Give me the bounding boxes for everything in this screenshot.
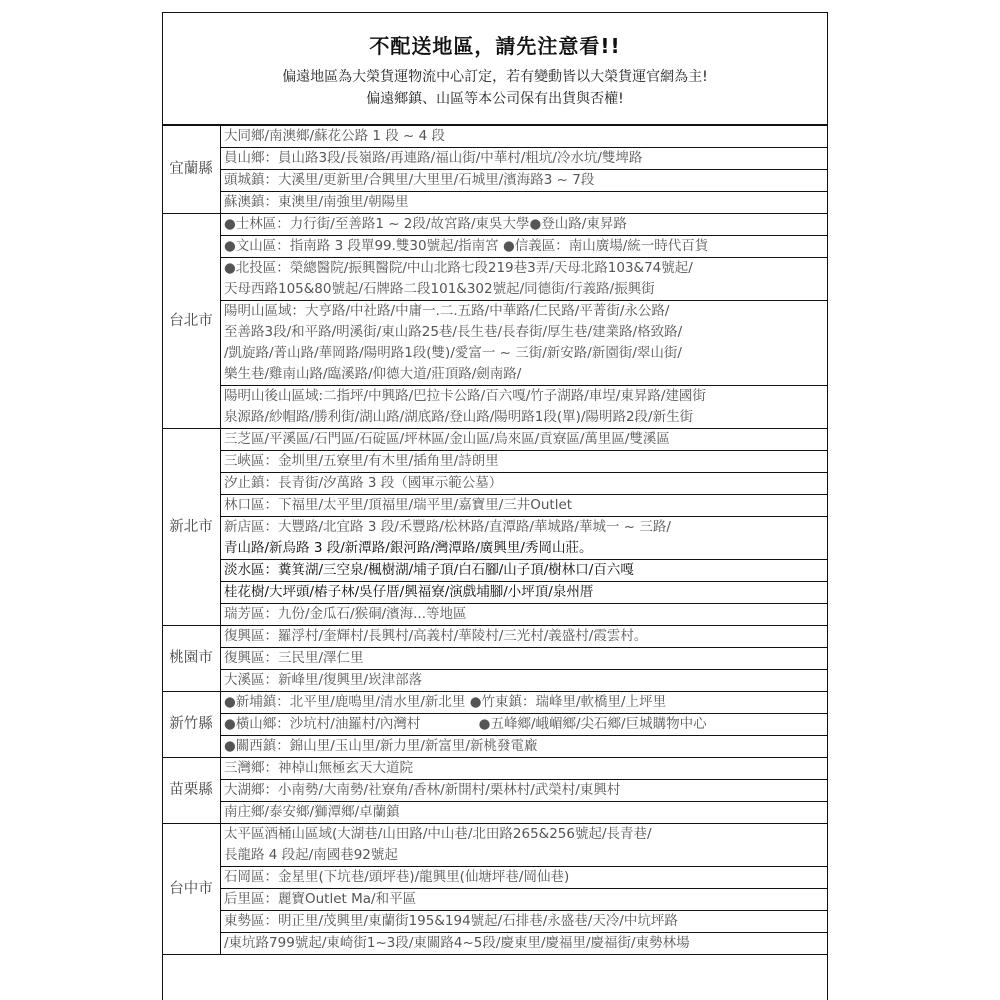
area-list-cell xyxy=(221,670,829,692)
area-line: 后里區：麗寶Outlet Ma/和平區 xyxy=(224,891,417,907)
region-row xyxy=(162,560,828,582)
region-row xyxy=(162,626,828,648)
area-line: 至善路3段/和平路/明溪街/東山路25巷/長生巷/長春街/厚生巷/建業路/格致路/ xyxy=(224,324,683,340)
region-row xyxy=(162,192,828,214)
region-row xyxy=(162,802,828,824)
area-list-cell xyxy=(221,429,829,451)
county-name: 苗栗縣 xyxy=(162,758,221,824)
area-line: 石岡區：金星里(下坑巷/頭坪巷)/龍興里(仙塘坪巷/岡仙巷) xyxy=(224,869,570,885)
region-row xyxy=(162,889,828,911)
area-line: 蘇澳鎮：東澳里/南強里/朝陽里 xyxy=(224,194,409,210)
area-line: /凱旋路/菁山路/華岡路/陽明路1段(雙)/愛富一 ~ 三街/新安路/新園街/翠山街/ xyxy=(224,345,682,361)
region-row xyxy=(162,170,828,192)
area-list-cell xyxy=(221,301,829,386)
area-list-cell xyxy=(221,126,829,148)
area-list-cell xyxy=(221,473,829,495)
county-name: 新北市 xyxy=(162,429,221,626)
region-row xyxy=(162,495,828,517)
county-name: 宜蘭縣 xyxy=(162,126,221,214)
area-list-cell xyxy=(221,582,829,604)
area-line: 大湖鄉：小南勢/大南勢/社寮角/香林/新開村/栗林村/武榮村/東興村 xyxy=(224,782,621,798)
county-name: 台北市 xyxy=(162,214,221,429)
area-line: 泉源路/紗帽路/勝利街/湖山路/湖底路/登山路/陽明路1段(單)/陽明路2段/新生街 xyxy=(224,409,694,425)
area-line: ●橫山鄉：沙坑村/油羅村/內灣村 ●五峰鄉/峨嵋鄉/尖石鄉/巨城購物中心 xyxy=(224,716,707,732)
area-line: 新店區：大豐路/北宜路 3 段/禾豐路/松林路/直潭路/華城路/華城一 ~ 三路/ xyxy=(224,519,671,535)
county-name: 桃園市 xyxy=(162,626,221,692)
area-list-cell xyxy=(221,214,829,236)
no-delivery-table-body xyxy=(162,126,828,955)
area-line: 員山鄉：員山路3段/長嶺路/再連路/福山街/中華村/粗坑/冷水坑/雙埤路 xyxy=(224,150,643,166)
region-row xyxy=(162,911,828,933)
region-row xyxy=(162,824,828,867)
area-list-cell xyxy=(221,386,829,429)
area-line: 三灣鄉：神棹山無極玄天大道院 xyxy=(224,760,413,776)
area-list-cell xyxy=(221,451,829,473)
area-list-cell xyxy=(221,236,829,258)
area-list-cell xyxy=(221,148,829,170)
region-row xyxy=(162,867,828,889)
county-name: 新竹縣 xyxy=(162,692,221,758)
region-row xyxy=(162,236,828,258)
region-row xyxy=(162,473,828,495)
region-row xyxy=(162,648,828,670)
area-line: 頭城鎮：大溪里/更新里/合興里/大里里/石城里/濱海路3 ~ 7段 xyxy=(224,172,595,188)
area-list-cell xyxy=(221,824,829,867)
area-list-cell xyxy=(221,648,829,670)
area-list-cell xyxy=(221,780,829,802)
area-line: 林口區：下福里/太平里/頂福里/瑞平里/嘉寶里/三井Outlet xyxy=(224,497,573,513)
area-list-cell xyxy=(221,758,829,780)
area-line: 三峽區：金圳里/五寮里/有木里/插角里/詩朗里 xyxy=(224,453,499,469)
area-list-cell xyxy=(221,604,829,626)
region-row xyxy=(162,148,828,170)
area-line: 瑞芳區：九份/金瓜石/猴硐/濱海...等地區 xyxy=(224,606,467,622)
area-line: 青山路/新烏路 3 段/新潭路/銀河路/灣潭路/廣興里/秀岡山莊。 xyxy=(224,540,593,556)
area-list-cell xyxy=(221,933,829,955)
area-line: ●北投區：榮總醫院/振興醫院/中山北路七段219巷3弄/天母北路103&74號起/ xyxy=(224,260,693,276)
region-row xyxy=(162,258,828,301)
area-line: 天母西路105&80號起/石牌路二段101&302號起/同德街/行義路/振興街 xyxy=(224,281,655,297)
area-list-cell xyxy=(221,802,829,824)
area-line: 淡水區：糞箕湖/三空泉/楓樹湖/埔子頂/白石腳/山子頂/樹林口/百六嘎 xyxy=(224,562,634,578)
area-line: 東勢區：明正里/茂興里/東蘭街195&194號起/石排巷/永盛巷/天冷/中坑坪路 xyxy=(224,913,678,929)
area-line: 汐止鎮：長青街/汐萬路 3 段（國軍示範公墓） xyxy=(224,475,503,491)
area-list-cell xyxy=(221,911,829,933)
area-line: 陽明山後山區域:二指坪/中興路/巴拉卡公路/百六嘎/竹子湖路/車埕/東昇路/建國街 xyxy=(224,388,706,404)
area-list-cell xyxy=(221,867,829,889)
region-row xyxy=(162,604,828,626)
area-list-cell xyxy=(221,736,829,758)
notice-header xyxy=(162,12,828,125)
region-row xyxy=(162,736,828,758)
area-line: 復興區：三民里/澤仁里 xyxy=(224,650,364,666)
area-line: 大同鄉/南澳鄉/蘇花公路 1 段 ~ 4 段 xyxy=(224,128,446,144)
area-line: 大溪區：新峰里/復興里/崁津部落 xyxy=(224,672,423,688)
area-line: 桂花樹/大坪頭/樁子林/吳仔厝/興福寮/演戲埔腳/小坪頂/泉州厝 xyxy=(224,584,594,600)
area-line: 陽明山區域：大亨路/中社路/中庸一.二.五路/中華路/仁民路/平菁街/永公路/ xyxy=(224,303,670,319)
area-line: ●文山區：指南路 3 段單99.雙30號起/指南宮 ●信義區：南山廣場/統一時代百貨 xyxy=(224,238,709,254)
area-list-cell xyxy=(221,495,829,517)
area-line: 太平區酒桶山區域(大湖巷/山田路/中山巷/北田路265&256號起/長青巷/ xyxy=(224,826,652,842)
no-delivery-table xyxy=(162,125,828,955)
notice-title: 不配送地區，請先注意看!! xyxy=(369,34,621,58)
area-list-cell xyxy=(221,258,829,301)
area-list-cell xyxy=(221,560,829,582)
area-line: /東坑路799號起/東崎街1~3段/東關路4~5段/慶東里/慶福里/慶福街/東勢林場 xyxy=(224,935,690,951)
region-row xyxy=(162,780,828,802)
region-row xyxy=(162,582,828,604)
area-line: ●新埔鎮：北平里/鹿鳴里/清水里/新北里 ●竹東鎮：瑞峰里/軟橋里/上坪里 xyxy=(224,694,667,710)
region-row xyxy=(162,126,828,148)
region-row xyxy=(162,933,828,955)
area-line: ●關西鎮：錦山里/玉山里/新力里/新富里/新桃發電廠 xyxy=(224,738,538,754)
area-list-cell xyxy=(221,192,829,214)
area-line: ●士林區：力行街/至善路1 ~ 2段/故宮路/東吳大學●登山路/東昇路 xyxy=(224,216,627,232)
region-row xyxy=(162,429,828,451)
region-row xyxy=(162,451,828,473)
region-row xyxy=(162,214,828,236)
region-row xyxy=(162,714,828,736)
area-list-cell xyxy=(221,626,829,648)
region-row xyxy=(162,517,828,560)
notice-subtitle-1: 偏遠地區為大榮貨運物流中心訂定，若有變動皆以大榮貨運官網為主! xyxy=(282,69,708,85)
area-line: 長龍路 4 段起/南國巷92號起 xyxy=(224,847,398,863)
area-list-cell xyxy=(221,714,829,736)
region-row xyxy=(162,386,828,429)
region-row xyxy=(162,758,828,780)
area-line: 三芝區/平溪區/石門區/石碇區/坪林區/金山區/烏來區/貢寮區/萬里區/雙溪區 xyxy=(224,431,670,447)
region-row xyxy=(162,301,828,386)
area-line: 南庄鄉/泰安鄉/獅潭鄉/卓蘭鎮 xyxy=(224,804,400,820)
area-list-cell xyxy=(221,170,829,192)
area-list-cell xyxy=(221,889,829,911)
notice-subtitle-2: 偏遠鄉鎮、山區等本公司保有出貨與否權! xyxy=(366,91,624,107)
region-row xyxy=(162,692,828,714)
area-line: 復興區：羅浮村/奎輝村/長興村/高義村/華陵村/三光村/義盛村/霞雲村。 xyxy=(224,628,648,644)
area-list-cell xyxy=(221,517,829,560)
area-line: 樂生巷/雞南山路/臨溪路/仰德大道/莊頂路/劍南路/ xyxy=(224,366,522,382)
county-name: 台中市 xyxy=(162,824,221,955)
area-list-cell xyxy=(221,692,829,714)
region-row xyxy=(162,670,828,692)
